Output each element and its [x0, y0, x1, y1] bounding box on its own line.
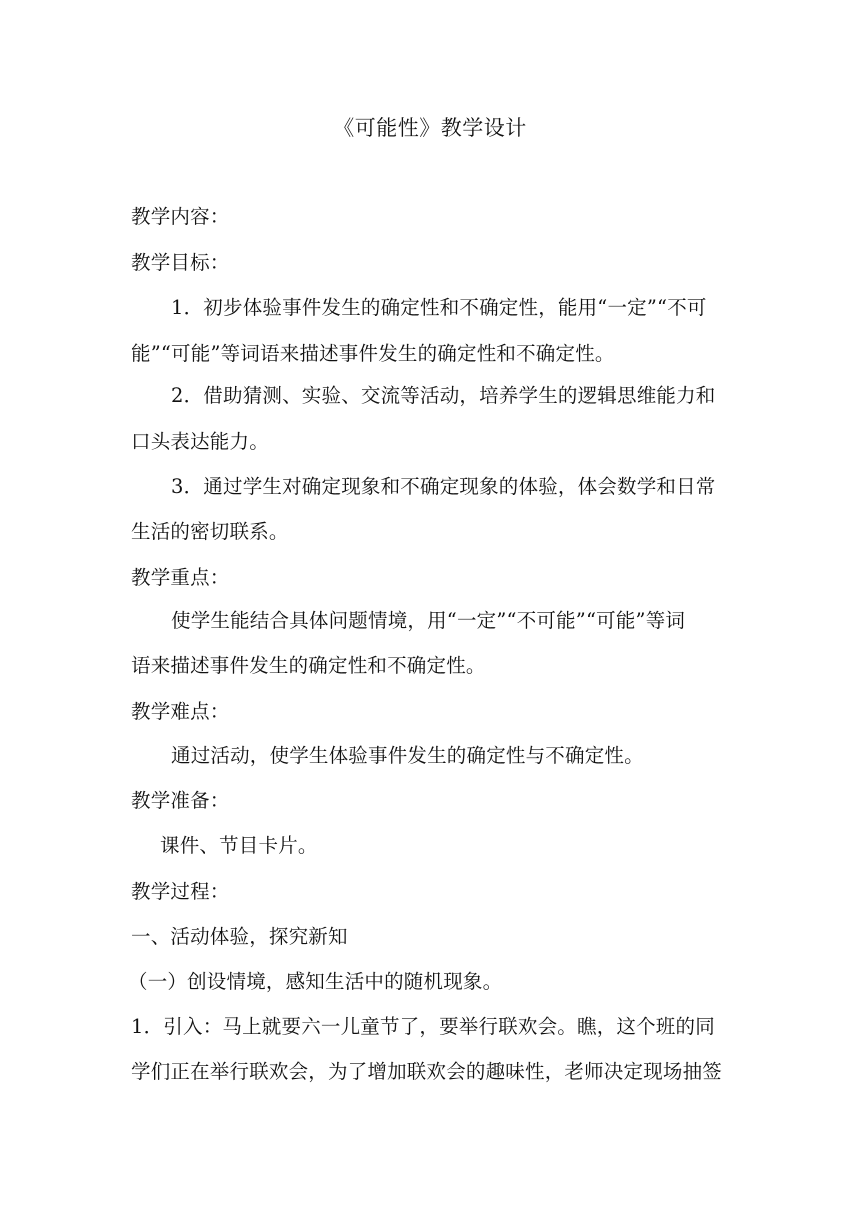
key-point-line-1: 使学生能结合具体问题情境，用“一定”“不可能”“可能”等词: [171, 609, 686, 632]
heading-difficulties: 教学难点：: [131, 700, 230, 723]
document-title: 《可能性》教学设计: [333, 116, 527, 140]
heading-key-points: 教学重点：: [131, 566, 230, 589]
process-section-1: 一、活动体验，探究新知: [131, 925, 348, 948]
process-subsection-1: （一）创设情境，感知生活中的随机现象。: [128, 970, 503, 993]
goal-2-line-1: 2．借助猜测、实验、交流等活动，培养学生的逻辑思维能力和: [171, 384, 716, 407]
process-intro-line-1: 1．引入：马上就要六一儿童节了，要举行联欢会。瞧，这个班的同: [131, 1015, 715, 1038]
heading-process: 教学过程：: [131, 880, 230, 903]
goal-3-line-1: 3．通过学生对确定现象和不确定现象的体验，体会数学和日常: [171, 475, 716, 498]
heading-preparation: 教学准备：: [131, 789, 230, 812]
process-intro-line-2: 学们正在举行联欢会，为了增加联欢会的趣味性，老师决定现场抽签: [131, 1060, 723, 1083]
goal-1-line-2: 能”“可能”等词语来描述事件发生的确定性和不确定性。: [131, 342, 615, 365]
preparation-line: 课件、节目卡片。: [160, 834, 318, 857]
difficulty-line: 通过活动，使学生体验事件发生的确定性与不确定性。: [171, 744, 644, 767]
goal-1-line-1: 1．初步体验事件发生的确定性和不确定性，能用“一定”“不可: [171, 296, 707, 319]
goal-2-line-2: 口头表达能力。: [131, 430, 269, 453]
goal-3-line-2: 生活的密切联系。: [131, 520, 289, 543]
key-point-line-2: 语来描述事件发生的确定性和不确定性。: [131, 654, 486, 677]
heading-teaching-goals: 教学目标：: [131, 251, 230, 274]
heading-teaching-content: 教学内容：: [131, 205, 230, 228]
